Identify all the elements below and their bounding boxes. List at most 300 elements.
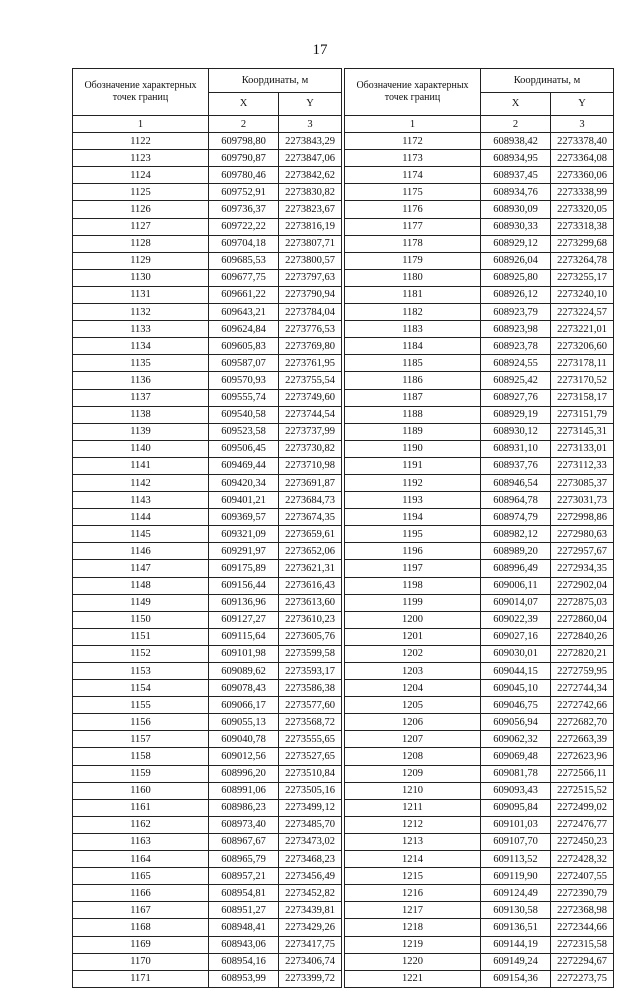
x-coordinate-cell: 609798,80 xyxy=(209,133,279,150)
x-coordinate-cell: 609369,57 xyxy=(209,509,279,526)
table-row xyxy=(73,868,342,885)
table-row xyxy=(345,765,614,782)
table-row xyxy=(73,748,342,765)
y-coordinate-cell: 2273652,06 xyxy=(279,543,342,560)
table-row xyxy=(73,577,342,594)
y-coordinate-cell: 2272368,98 xyxy=(551,902,614,919)
point-number-cell: 1213 xyxy=(345,833,481,850)
point-number-cell: 1165 xyxy=(73,868,209,885)
x-coordinate-cell: 609144,19 xyxy=(481,936,551,953)
point-number-cell: 1171 xyxy=(73,970,209,987)
point-number-cell: 1202 xyxy=(345,645,481,662)
point-number-cell: 1166 xyxy=(73,885,209,902)
x-coordinate-cell: 609540,58 xyxy=(209,406,279,423)
table-row xyxy=(345,543,614,560)
point-number-cell: 1197 xyxy=(345,560,481,577)
y-coordinate-cell: 2273800,57 xyxy=(279,252,342,269)
y-coordinate-cell: 2273761,95 xyxy=(279,355,342,372)
x-coordinate-cell: 608996,49 xyxy=(481,560,551,577)
y-coordinate-cell: 2273178,11 xyxy=(551,355,614,372)
point-number-cell: 1146 xyxy=(73,543,209,560)
header-coords-label: Координаты, м xyxy=(209,69,342,93)
point-number-cell: 1210 xyxy=(345,782,481,799)
y-coordinate-cell: 2273737,99 xyxy=(279,423,342,440)
table-row xyxy=(345,167,614,184)
y-coordinate-cell: 2273224,57 xyxy=(551,304,614,321)
table-row xyxy=(345,816,614,833)
y-coordinate-cell: 2273318,38 xyxy=(551,218,614,235)
point-number-cell: 1155 xyxy=(73,697,209,714)
table-row xyxy=(73,697,342,714)
x-coordinate-cell: 609046,75 xyxy=(481,697,551,714)
table-row xyxy=(345,902,614,919)
y-coordinate-cell: 2272840,26 xyxy=(551,628,614,645)
point-number-cell: 1214 xyxy=(345,851,481,868)
x-coordinate-cell: 608973,40 xyxy=(209,816,279,833)
x-coordinate-cell: 609045,10 xyxy=(481,680,551,697)
y-coordinate-cell: 2273485,70 xyxy=(279,816,342,833)
header-coords-label: Координаты, м xyxy=(481,69,614,93)
point-number-cell: 1152 xyxy=(73,645,209,662)
table-row xyxy=(73,560,342,577)
y-coordinate-cell: 2273769,80 xyxy=(279,338,342,355)
x-coordinate-cell: 609101,03 xyxy=(481,816,551,833)
x-coordinate-cell: 608923,79 xyxy=(481,304,551,321)
table-row xyxy=(345,731,614,748)
table-row xyxy=(73,218,342,235)
x-coordinate-cell: 609555,74 xyxy=(209,389,279,406)
x-coordinate-cell: 608929,19 xyxy=(481,406,551,423)
table-row xyxy=(345,321,614,338)
table-row xyxy=(73,184,342,201)
x-coordinate-cell: 609136,96 xyxy=(209,594,279,611)
table-row xyxy=(73,611,342,628)
y-coordinate-cell: 2272820,21 xyxy=(551,645,614,662)
x-coordinate-cell: 609056,94 xyxy=(481,714,551,731)
header-col-num-1: 1 xyxy=(345,116,481,133)
x-coordinate-cell: 608925,42 xyxy=(481,372,551,389)
table-row xyxy=(73,816,342,833)
point-number-cell: 1169 xyxy=(73,936,209,953)
x-coordinate-cell: 609154,36 xyxy=(481,970,551,987)
point-number-cell: 1194 xyxy=(345,509,481,526)
x-coordinate-cell: 609401,21 xyxy=(209,492,279,509)
table-row xyxy=(345,440,614,457)
x-coordinate-cell: 609030,01 xyxy=(481,645,551,662)
table-row xyxy=(73,833,342,850)
table-row xyxy=(345,799,614,816)
y-coordinate-cell: 2272428,32 xyxy=(551,851,614,868)
point-number-cell: 1125 xyxy=(73,184,209,201)
point-number-cell: 1132 xyxy=(73,304,209,321)
y-coordinate-cell: 2272744,34 xyxy=(551,680,614,697)
y-coordinate-cell: 2272742,66 xyxy=(551,697,614,714)
table-row xyxy=(73,953,342,970)
point-number-cell: 1186 xyxy=(345,372,481,389)
table-row xyxy=(73,338,342,355)
table-row xyxy=(73,457,342,474)
x-coordinate-cell: 609677,75 xyxy=(209,269,279,286)
y-coordinate-cell: 2272860,04 xyxy=(551,611,614,628)
y-coordinate-cell: 2273710,98 xyxy=(279,457,342,474)
y-coordinate-cell: 2273555,65 xyxy=(279,731,342,748)
table-row xyxy=(345,252,614,269)
table-row xyxy=(73,133,342,150)
x-coordinate-cell: 609420,34 xyxy=(209,474,279,491)
table-row xyxy=(73,594,342,611)
x-coordinate-cell: 609523,58 xyxy=(209,423,279,440)
x-coordinate-cell: 608964,78 xyxy=(481,492,551,509)
point-number-cell: 1161 xyxy=(73,799,209,816)
point-number-cell: 1139 xyxy=(73,423,209,440)
x-coordinate-cell: 609587,07 xyxy=(209,355,279,372)
point-number-cell: 1176 xyxy=(345,201,481,218)
header-col-num-2: 2 xyxy=(209,116,279,133)
y-coordinate-cell: 2273299,68 xyxy=(551,235,614,252)
table-row xyxy=(345,594,614,611)
x-coordinate-cell: 608930,33 xyxy=(481,218,551,235)
table-row xyxy=(73,201,342,218)
x-coordinate-cell: 609006,11 xyxy=(481,577,551,594)
page-number: 17 xyxy=(312,42,328,58)
point-number-cell: 1193 xyxy=(345,492,481,509)
x-coordinate-cell: 609066,17 xyxy=(209,697,279,714)
table-row xyxy=(345,526,614,543)
table-row xyxy=(73,321,342,338)
point-number-cell: 1143 xyxy=(73,492,209,509)
point-number-cell: 1168 xyxy=(73,919,209,936)
y-coordinate-cell: 2273170,52 xyxy=(551,372,614,389)
y-coordinate-cell: 2273586,38 xyxy=(279,680,342,697)
table-row xyxy=(345,851,614,868)
x-coordinate-cell: 608937,45 xyxy=(481,167,551,184)
table-row xyxy=(73,714,342,731)
point-number-cell: 1147 xyxy=(73,560,209,577)
x-coordinate-cell: 609078,43 xyxy=(209,680,279,697)
table-row xyxy=(73,372,342,389)
header-x-label: X xyxy=(209,92,279,116)
y-coordinate-cell: 2272934,35 xyxy=(551,560,614,577)
table-row xyxy=(73,782,342,799)
x-coordinate-cell: 608946,54 xyxy=(481,474,551,491)
y-coordinate-cell: 2273621,31 xyxy=(279,560,342,577)
y-coordinate-cell: 2272759,95 xyxy=(551,663,614,680)
table-row xyxy=(345,492,614,509)
point-number-cell: 1184 xyxy=(345,338,481,355)
x-coordinate-cell: 609570,93 xyxy=(209,372,279,389)
point-number-cell: 1182 xyxy=(345,304,481,321)
y-coordinate-cell: 2273755,54 xyxy=(279,372,342,389)
table-row xyxy=(73,252,342,269)
table-row xyxy=(73,406,342,423)
x-coordinate-cell: 608991,06 xyxy=(209,782,279,799)
table-row xyxy=(345,645,614,662)
point-number-cell: 1158 xyxy=(73,748,209,765)
y-coordinate-cell: 2273568,72 xyxy=(279,714,342,731)
point-number-cell: 1159 xyxy=(73,765,209,782)
table-row xyxy=(345,201,614,218)
y-coordinate-cell: 2272515,52 xyxy=(551,782,614,799)
y-coordinate-cell: 2273399,72 xyxy=(279,970,342,987)
point-number-cell: 1212 xyxy=(345,816,481,833)
x-coordinate-cell: 609722,22 xyxy=(209,218,279,235)
point-number-cell: 1137 xyxy=(73,389,209,406)
point-number-cell: 1188 xyxy=(345,406,481,423)
table-row xyxy=(73,851,342,868)
x-coordinate-cell: 608989,20 xyxy=(481,543,551,560)
table-row xyxy=(73,235,342,252)
point-number-cell: 1128 xyxy=(73,235,209,252)
y-coordinate-cell: 2273577,60 xyxy=(279,697,342,714)
x-coordinate-cell: 608926,12 xyxy=(481,286,551,303)
x-coordinate-cell: 609093,43 xyxy=(481,782,551,799)
point-number-cell: 1185 xyxy=(345,355,481,372)
y-coordinate-cell: 2273776,53 xyxy=(279,321,342,338)
point-number-cell: 1196 xyxy=(345,543,481,560)
table-row xyxy=(345,304,614,321)
x-coordinate-cell: 608924,55 xyxy=(481,355,551,372)
y-coordinate-cell: 2273674,35 xyxy=(279,509,342,526)
point-number-cell: 1131 xyxy=(73,286,209,303)
table-row xyxy=(345,355,614,372)
x-coordinate-cell: 609790,87 xyxy=(209,150,279,167)
y-coordinate-cell: 2273151,79 xyxy=(551,406,614,423)
point-number-cell: 1129 xyxy=(73,252,209,269)
x-coordinate-cell: 609291,97 xyxy=(209,543,279,560)
y-coordinate-cell: 2272407,55 xyxy=(551,868,614,885)
x-coordinate-cell: 608954,16 xyxy=(209,953,279,970)
y-coordinate-cell: 2273842,62 xyxy=(279,167,342,184)
header-y-label: Y xyxy=(551,92,614,116)
y-coordinate-cell: 2272294,67 xyxy=(551,953,614,970)
x-coordinate-cell: 609113,52 xyxy=(481,851,551,868)
x-coordinate-cell: 609027,16 xyxy=(481,628,551,645)
table-row xyxy=(73,167,342,184)
table-row xyxy=(345,680,614,697)
table-row xyxy=(345,150,614,167)
x-coordinate-cell: 609469,44 xyxy=(209,457,279,474)
x-coordinate-cell: 608943,06 xyxy=(209,936,279,953)
point-number-cell: 1164 xyxy=(73,851,209,868)
x-coordinate-cell: 608996,20 xyxy=(209,765,279,782)
point-number-cell: 1145 xyxy=(73,526,209,543)
table-row xyxy=(345,457,614,474)
point-number-cell: 1126 xyxy=(73,201,209,218)
point-number-cell: 1142 xyxy=(73,474,209,491)
point-number-cell: 1219 xyxy=(345,936,481,953)
point-number-cell: 1178 xyxy=(345,235,481,252)
point-number-cell: 1177 xyxy=(345,218,481,235)
table-row xyxy=(73,423,342,440)
point-number-cell: 1204 xyxy=(345,680,481,697)
point-number-cell: 1162 xyxy=(73,816,209,833)
x-coordinate-cell: 608938,42 xyxy=(481,133,551,150)
point-number-cell: 1201 xyxy=(345,628,481,645)
x-coordinate-cell: 608948,41 xyxy=(209,919,279,936)
header-x-label: X xyxy=(481,92,551,116)
table-row xyxy=(345,474,614,491)
x-coordinate-cell: 608926,04 xyxy=(481,252,551,269)
x-coordinate-cell: 609127,27 xyxy=(209,611,279,628)
point-number-cell: 1207 xyxy=(345,731,481,748)
x-coordinate-cell: 608923,78 xyxy=(481,338,551,355)
y-coordinate-cell: 2273417,75 xyxy=(279,936,342,953)
point-number-cell: 1216 xyxy=(345,885,481,902)
point-number-cell: 1123 xyxy=(73,150,209,167)
y-coordinate-cell: 2273360,06 xyxy=(551,167,614,184)
x-coordinate-cell: 609095,84 xyxy=(481,799,551,816)
table-row xyxy=(73,509,342,526)
y-coordinate-cell: 2272682,70 xyxy=(551,714,614,731)
y-coordinate-cell: 2273221,01 xyxy=(551,321,614,338)
x-coordinate-cell: 608967,67 xyxy=(209,833,279,850)
y-coordinate-cell: 2272980,63 xyxy=(551,526,614,543)
point-number-cell: 1136 xyxy=(73,372,209,389)
x-coordinate-cell: 609089,62 xyxy=(209,663,279,680)
table-row xyxy=(73,543,342,560)
table-row xyxy=(345,970,614,987)
table-row xyxy=(345,286,614,303)
x-coordinate-cell: 608951,27 xyxy=(209,902,279,919)
y-coordinate-cell: 2272315,58 xyxy=(551,936,614,953)
point-number-cell: 1221 xyxy=(345,970,481,987)
x-coordinate-cell: 609685,53 xyxy=(209,252,279,269)
y-coordinate-cell: 2273133,01 xyxy=(551,440,614,457)
y-coordinate-cell: 2273510,84 xyxy=(279,765,342,782)
y-coordinate-cell: 2273610,23 xyxy=(279,611,342,628)
point-number-cell: 1199 xyxy=(345,594,481,611)
x-coordinate-cell: 609780,46 xyxy=(209,167,279,184)
table-row xyxy=(73,304,342,321)
point-number-cell: 1220 xyxy=(345,953,481,970)
y-coordinate-cell: 2273830,82 xyxy=(279,184,342,201)
y-coordinate-cell: 2273320,05 xyxy=(551,201,614,218)
x-coordinate-cell: 609130,58 xyxy=(481,902,551,919)
y-coordinate-cell: 2273456,49 xyxy=(279,868,342,885)
point-number-cell: 1217 xyxy=(345,902,481,919)
table-row xyxy=(345,235,614,252)
x-coordinate-cell: 609022,39 xyxy=(481,611,551,628)
point-number-cell: 1140 xyxy=(73,440,209,457)
point-number-cell: 1198 xyxy=(345,577,481,594)
x-coordinate-cell: 609605,83 xyxy=(209,338,279,355)
point-number-cell: 1133 xyxy=(73,321,209,338)
x-coordinate-cell: 608937,76 xyxy=(481,457,551,474)
point-number-cell: 1209 xyxy=(345,765,481,782)
point-number-cell: 1173 xyxy=(345,150,481,167)
y-coordinate-cell: 2273843,29 xyxy=(279,133,342,150)
table-row xyxy=(345,833,614,850)
y-coordinate-cell: 2273473,02 xyxy=(279,833,342,850)
y-coordinate-cell: 2273816,19 xyxy=(279,218,342,235)
point-number-cell: 1190 xyxy=(345,440,481,457)
x-coordinate-cell: 608934,76 xyxy=(481,184,551,201)
table-row xyxy=(345,936,614,953)
y-coordinate-cell: 2272476,77 xyxy=(551,816,614,833)
table-row xyxy=(73,919,342,936)
table-row xyxy=(73,355,342,372)
header-col-num-2: 2 xyxy=(481,116,551,133)
table-row xyxy=(73,799,342,816)
point-number-cell: 1148 xyxy=(73,577,209,594)
x-coordinate-cell: 609124,49 xyxy=(481,885,551,902)
point-number-cell: 1154 xyxy=(73,680,209,697)
y-coordinate-cell: 2272390,79 xyxy=(551,885,614,902)
y-coordinate-cell: 2273613,60 xyxy=(279,594,342,611)
y-coordinate-cell: 2273807,71 xyxy=(279,235,342,252)
table-row xyxy=(73,663,342,680)
y-coordinate-cell: 2273616,43 xyxy=(279,577,342,594)
x-coordinate-cell: 608930,09 xyxy=(481,201,551,218)
y-coordinate-cell: 2273593,17 xyxy=(279,663,342,680)
table-row xyxy=(345,628,614,645)
point-number-cell: 1205 xyxy=(345,697,481,714)
table-row xyxy=(345,953,614,970)
point-number-cell: 1138 xyxy=(73,406,209,423)
point-number-cell: 1183 xyxy=(345,321,481,338)
point-number-cell: 1172 xyxy=(345,133,481,150)
table-row xyxy=(345,389,614,406)
x-coordinate-cell: 609081,78 xyxy=(481,765,551,782)
x-coordinate-cell: 609014,07 xyxy=(481,594,551,611)
point-number-cell: 1180 xyxy=(345,269,481,286)
x-coordinate-cell: 609506,45 xyxy=(209,440,279,457)
table-row xyxy=(73,885,342,902)
x-coordinate-cell: 609752,91 xyxy=(209,184,279,201)
header-y-label: Y xyxy=(279,92,342,116)
point-number-cell: 1135 xyxy=(73,355,209,372)
y-coordinate-cell: 2272998,86 xyxy=(551,509,614,526)
y-coordinate-cell: 2273797,63 xyxy=(279,269,342,286)
point-number-cell: 1208 xyxy=(345,748,481,765)
point-number-cell: 1150 xyxy=(73,611,209,628)
y-coordinate-cell: 2273031,73 xyxy=(551,492,614,509)
coordinates-table-right xyxy=(344,68,614,988)
x-coordinate-cell: 609115,64 xyxy=(209,628,279,645)
point-number-cell: 1151 xyxy=(73,628,209,645)
x-coordinate-cell: 608965,79 xyxy=(209,851,279,868)
point-number-cell: 1191 xyxy=(345,457,481,474)
x-coordinate-cell: 608982,12 xyxy=(481,526,551,543)
table-row xyxy=(345,868,614,885)
x-coordinate-cell: 609069,48 xyxy=(481,748,551,765)
x-coordinate-cell: 609643,21 xyxy=(209,304,279,321)
point-number-cell: 1153 xyxy=(73,663,209,680)
y-coordinate-cell: 2273527,65 xyxy=(279,748,342,765)
y-coordinate-cell: 2273112,33 xyxy=(551,457,614,474)
table-row xyxy=(345,372,614,389)
table-row xyxy=(345,184,614,201)
table-row xyxy=(345,560,614,577)
x-coordinate-cell: 608954,81 xyxy=(209,885,279,902)
point-number-cell: 1127 xyxy=(73,218,209,235)
y-coordinate-cell: 2273847,06 xyxy=(279,150,342,167)
x-coordinate-cell: 609055,13 xyxy=(209,714,279,731)
y-coordinate-cell: 2273240,10 xyxy=(551,286,614,303)
y-coordinate-cell: 2273505,16 xyxy=(279,782,342,799)
point-number-cell: 1206 xyxy=(345,714,481,731)
point-number-cell: 1211 xyxy=(345,799,481,816)
y-coordinate-cell: 2272875,03 xyxy=(551,594,614,611)
table-row xyxy=(73,902,342,919)
point-number-cell: 1218 xyxy=(345,919,481,936)
table-row xyxy=(73,269,342,286)
y-coordinate-cell: 2273206,60 xyxy=(551,338,614,355)
point-number-cell: 1215 xyxy=(345,868,481,885)
y-coordinate-cell: 2272450,23 xyxy=(551,833,614,850)
point-number-cell: 1189 xyxy=(345,423,481,440)
y-coordinate-cell: 2273605,76 xyxy=(279,628,342,645)
